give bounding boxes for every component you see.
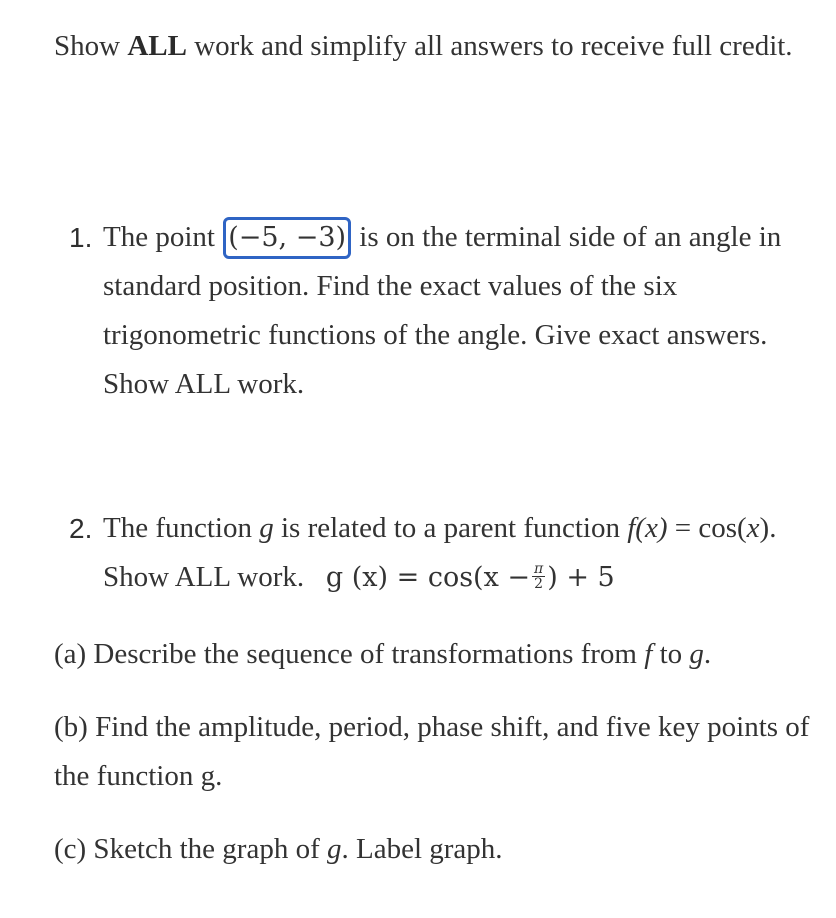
question-2-number: 2. [69, 513, 93, 544]
question-1-text-start: The point [103, 221, 223, 253]
part-a-text-mid: to [652, 638, 690, 670]
question-1-number: 1. [69, 222, 93, 253]
formula-fraction-denominator: 2 [534, 576, 544, 592]
formula-lhs: g (x) = cos(x − [325, 562, 531, 593]
instructions-bold-all: ALL [127, 30, 187, 62]
part-a-g: g [689, 638, 704, 670]
instructions-text-start: Show [54, 30, 128, 62]
part-a-text-start: (a) Describe the sequence of transformations from [54, 638, 645, 670]
question-2-parent-function: f(x) [627, 512, 668, 544]
question-2-text-d: ). Show ALL work. [103, 512, 777, 593]
question-1-point-highlight[interactable]: (−5, −3) [223, 217, 351, 259]
question-1 [69, 213, 836, 409]
formula-fraction-numerator: π [534, 561, 544, 577]
formula-fraction [532, 562, 545, 591]
instructions-paragraph [54, 22, 814, 70]
part-a-f: f [644, 638, 653, 670]
part-c [54, 825, 814, 874]
question-2 [69, 504, 803, 602]
part-a [54, 630, 814, 679]
part-c-g: g [326, 833, 342, 865]
part-c-text-start: (c) Sketch the graph of [54, 833, 327, 865]
part-c-text-end: . Label graph. [341, 833, 503, 865]
instructions-text-end: work and simplify all answers to receive full credit. [186, 30, 793, 62]
question-2-g-variable: g [259, 512, 274, 544]
question-2-text-c: = cos( [667, 512, 747, 544]
question-2-x-variable: x [746, 512, 760, 544]
question-2-formula [326, 562, 615, 593]
question-1-text-end: is on the terminal side of an angle in standard position. Find the exact values of the six trigonometric functions of the angle. Give exact answers. Show ALL work. [103, 221, 782, 400]
part-b: (b) Find the amplitude, period, phase shift, and five key points of the function g. [54, 711, 810, 792]
question-2-text-b: is related to a parent function [273, 512, 628, 544]
part-a-text-end: . [703, 638, 712, 670]
question-2-text-a: The function [103, 512, 260, 544]
formula-rhs: ) + 5 [547, 562, 615, 593]
